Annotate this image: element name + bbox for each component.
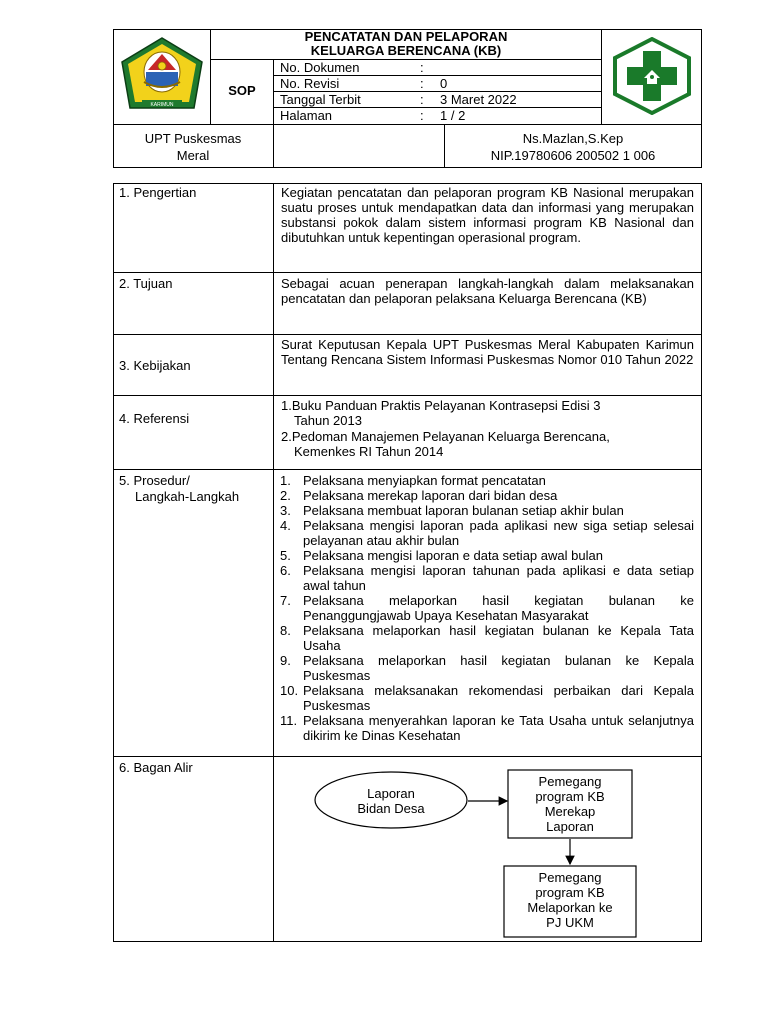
prosedur-label-line-2: Langkah-Langkah (135, 489, 240, 504)
organization-name (113, 130, 273, 164)
procedure-steps (280, 473, 694, 743)
step-number: 8. (280, 623, 291, 638)
section-label-bagan: 6. Bagan Alir (119, 760, 193, 775)
step-number: 2. (280, 488, 291, 503)
row-divider (113, 334, 702, 335)
step-number: 5. (280, 548, 291, 563)
row-divider (113, 272, 702, 273)
step-text: Pelaksana melaksanakan rekomendasi perbaikan dari Kepala Puskesmas (303, 683, 694, 713)
reference-number: 1. (281, 398, 292, 413)
issue-date-value: 3 Maret 2022 (440, 92, 517, 107)
step-text: Pelaksana melaporkan hasil kegiatan bulanan ke Kepala Puskesmas (303, 653, 694, 683)
step-number: 11. (280, 713, 298, 728)
section-label-referensi: 4. Referensi (119, 411, 190, 426)
reference-item-cont: Kemenkes RI Tahun 2014 (294, 444, 444, 459)
issue-date-label: Tanggal Terbit (280, 92, 361, 107)
section-label-kebijakan: 3. Kebijakan (119, 358, 191, 373)
reference-text: Buku Panduan Praktis Pelayanan Kontrasepsi Edisi 3 (291, 398, 601, 413)
signer-name: Ns.Mazlan,S.Kep (522, 131, 624, 146)
flow-node2-text-1: Pemegang (538, 774, 602, 789)
row-divider (113, 469, 702, 470)
document-title (211, 30, 601, 58)
signer-nip: NIP.19780606 200502 1 006 (490, 148, 656, 163)
org-line-1: UPT Puskesmas (144, 131, 242, 146)
flow-node3-text-2: program KB (535, 885, 605, 900)
logo-caption: KARIMUN (150, 102, 174, 108)
step-text: Pelaksana menyiapkan format pencatatan (303, 473, 546, 488)
prosedur-label-line-1: 5. Prosedur/ (119, 473, 190, 488)
flow-node3-text-1: Pemegang (538, 870, 602, 885)
flow-node2-text-3: Merekap (544, 804, 596, 819)
doc-number-sep: : (420, 60, 424, 75)
section-text-tujuan: Sebagai acuan penerapan langkah-langkah dalam melaksanakan pencatatan dan pelaporan pelaksana Keluarga Berencana (KB) (281, 276, 694, 306)
page-sep: : (420, 108, 424, 123)
section-label-tujuan: 2. Tujuan (119, 276, 173, 291)
procedure-step (280, 548, 694, 563)
revision-sep: : (420, 76, 424, 91)
procedure-step (280, 488, 694, 503)
flow-node3-text-3: Melaporkan ke (527, 900, 613, 915)
step-text: Pelaksana merekap laporan dari bidan desa (303, 488, 558, 503)
procedure-step (280, 473, 694, 488)
row-divider (113, 756, 702, 757)
procedure-step (280, 503, 694, 518)
reference-item-cont: Tahun 2013 (294, 413, 362, 428)
revision-label: No. Revisi (280, 76, 340, 91)
reference-number: 2. (281, 429, 292, 444)
step-number: 4. (280, 518, 291, 533)
step-number: 1. (280, 473, 291, 488)
section-label-pengertian: 1. Pengertian (119, 185, 197, 200)
row-divider (113, 395, 702, 396)
reference-text: Pedoman Manajemen Pelayanan Keluarga Berencana, (291, 429, 610, 444)
issue-date-sep: : (420, 92, 424, 107)
flow-node1-text-2: Bidan Desa (357, 801, 425, 816)
procedure-step (280, 623, 694, 653)
title-line-2: KELUARGA BERENCANA (KB) (310, 43, 502, 58)
procedure-step (280, 593, 694, 623)
page-value: 1 / 2 (440, 108, 466, 123)
step-number: 10. (280, 683, 299, 698)
divider (113, 124, 702, 125)
step-text: Pelaksana mengisi laporan pada aplikasi new siga setiap selesai pelayanan atau akhir bulan (303, 518, 694, 548)
procedure-step (280, 653, 694, 683)
section-label-prosedur (119, 473, 239, 505)
procedure-step (280, 713, 694, 743)
flow-node2-text-4: Laporan (546, 819, 594, 834)
step-number: 6. (280, 563, 291, 578)
step-text: Pelaksana membuat laporan bulanan setiap akhir bulan (303, 503, 624, 518)
sop-label: SOP (228, 83, 256, 98)
procedure-step (280, 518, 694, 548)
flow-node3-text-4: PJ UKM (546, 915, 594, 930)
page-label: Halaman (280, 108, 333, 123)
flow-node2-text-2: program KB (535, 789, 605, 804)
step-text: Pelaksana menyerahkan laporan ke Tata Usaha untuk selanjutnya dikirim ke Dinas Kesehatan (303, 713, 694, 743)
doc-number-label: No. Dokumen (280, 60, 360, 75)
divider (601, 29, 602, 124)
procedure-step (280, 563, 694, 593)
divider (210, 59, 601, 60)
column-divider (273, 183, 274, 942)
title-line-1: PENCATATAN DAN PELAPORAN (304, 29, 508, 44)
flowchart (310, 765, 640, 940)
step-text: Pelaksana melaporkan hasil kegiatan bulanan ke Penanggungjawab Upaya Kesehatan Masyarakat (303, 593, 694, 623)
section-text-kebijakan: Surat Keputusan Kepala UPT Puskesmas Meral Kabupaten Karimun Tentang Rencana Sistem Informasi Puskesmas Nomor 010 Tahun 2022 (281, 337, 694, 367)
revision-value: 0 (440, 76, 448, 91)
section-text-pengertian: Kegiatan pencatatan dan pelaporan program KB Nasional merupakan suatu proses untuk mendapatkan data dan informasi yang merupakan substansi pokok dalam sistem informasi program KB Nasional dan dibutuhkan untuk kepentingan operasional program. (281, 185, 694, 245)
signer-block (445, 130, 701, 164)
step-text: Pelaksana mengisi laporan e data setiap awal bulan (303, 548, 603, 563)
org-line-2: Meral (176, 148, 210, 163)
procedure-step (280, 683, 694, 713)
step-number: 3. (280, 503, 291, 518)
puskesmas-cross-icon (612, 37, 692, 115)
reference-item (281, 429, 694, 444)
step-text: Pelaksana mengisi laporan tahunan pada aplikasi e data setiap awal tahun (303, 563, 694, 593)
step-text: Pelaksana melaporkan hasil kegiatan bulanan ke Kepala Tata Usaha (303, 623, 694, 653)
reference-item (281, 398, 694, 413)
step-number: 7. (280, 593, 291, 608)
step-number: 9. (280, 653, 291, 668)
regency-crest-icon (118, 36, 206, 118)
flow-node1-text-1: Laporan (367, 786, 415, 801)
